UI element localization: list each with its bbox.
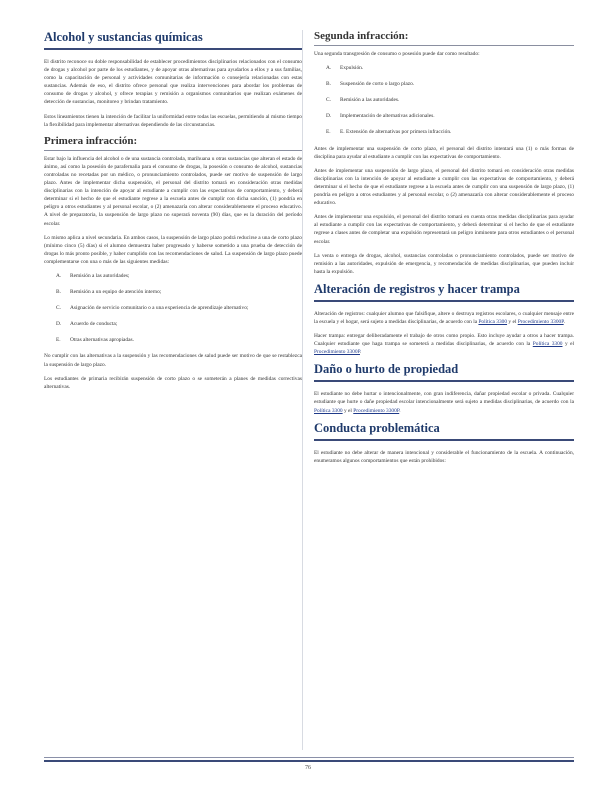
paragraph-alteracion-1: Alteración de registros: cualquier alumno que falsifique, altere o destruya registros escolares, o cualquier mensaje entre la escuela y el hogar, será sujeto a medidas disciplinarias, de acuerdo con la Política 3300 y el Procedimiento 3300P. (314, 310, 574, 325)
list-item: A. Expulsión. (326, 65, 364, 72)
page-number: 76 (305, 765, 311, 771)
measures-list (44, 272, 302, 344)
policy-link[interactable]: Política 3300 (532, 341, 563, 348)
heading-dano-hurto: Daño o hurto de propiedad (314, 362, 574, 382)
paragraph-segunda-5: La venta o entrega de drogas, alcohol, sustancias controladas o pronunciamiento controlados, puede ser motivo de remisión a las autoridades, expulsión de emergencia, y recomendación de medidas disciplinarias, que pueden incluir hasta la expulsión. (314, 252, 574, 275)
paragraph-segunda-4: Antes de implementar una expulsión, el personal del distrito tomará en cuenta otras medidas disciplinarias para ayudar al estudiante a cumplir con las expectativas de comportamiento, y deberá determinar si el hecho de que el estudiante regrese a clases antes de completar una expulsión representará un peligro inminente para otros estudiantes o el personal escolar. (314, 214, 574, 245)
heading-primera-infraccion: Primera infracción: (44, 135, 302, 151)
right-column (314, 30, 574, 471)
list-item: E. Otras alternativas apropiadas. (56, 337, 134, 344)
list-item: A. Remisión a las autoridades; (56, 272, 130, 279)
list-item: C. Remisión a las autoridades. (326, 97, 400, 104)
heading-conducta: Conducta problemática (314, 421, 574, 441)
paragraph-alcohol-1: El distrito reconoce su doble responsabilidad de establecer procedimientos disciplinarios relacionados con el consumo de drogas y alcohol por parte de los estudiantes, y de apoyar otras alternativas para ayudarlos a ellos y a sus familias, como la capacitación de personal y actividades comunitarias de información o consejería relacionadas con estas sustancias. Además de eso, el distrito ofrece personal que realiza intervenciones para abordar los problemas de consumo de drogas y alcohol, y ofrece terapias y remisión a organismos comunitarios que realizan exámenes de detección de sustancias, monitoreo y brindan tratamiento. (44, 59, 302, 106)
list-item: E. E. Extensión de alternativas por primera infracción. (326, 129, 452, 136)
outcomes-list (314, 64, 574, 136)
list-item: D. Acuerdo de conducta; (56, 321, 118, 328)
paragraph-segunda-2: Antes de implementar una suspensión de corto plazo, el personal del distrito intentará una (1) o más formas de disciplina para ayudar al estudiante a cumplir con las expectativas de comportamiento. (314, 145, 574, 160)
paragraph-alteracion-2: Hacer trampa: entregar deliberadamente el trabajo de otros como propio. Esto incluye ayudar a otros a hacer trampa. Cualquier estudiante que haga trampa se someterá a medidas disciplinarias, de acuerdo con la Política 3300 y el Procedimiento 3300P. (314, 333, 574, 356)
procedure-link[interactable]: Procedimiento 3300P (314, 349, 360, 356)
heading-alteracion: Alteración de registros y hacer trampa (314, 282, 574, 302)
list-item: C. Asignación de servicio comunitario o a una experiencia de aprendizaje alternativo; (56, 305, 249, 312)
procedure-link[interactable]: Procedimiento 3300P (517, 318, 564, 325)
column-divider (302, 30, 303, 750)
paragraph-alcohol-2: Estos lineamientos tienen la intención de facilitar la uniformidad entre todas las escuelas, permitiendo al mismo tiempo la flexibilidad para implementar alternativas dependiendo de las circunstancias. (44, 113, 302, 128)
heading-segunda-infraccion: Segunda infracción: (314, 30, 574, 46)
list-item: D. Implementación de alternativas adicionales. (326, 113, 435, 120)
paragraph-primera-2: Lo mismo aplica a nivel secundaria. En ambos casos, la suspensión de largo plazo podrá reducirse a una de corto plazo (mínimo cinco (5) días) si el alumno demuestra haber progresado y haberse sometido a una prueba de detección de drogas lo más pronto posible, y haber cumplido con las recomendaciones de salud. La suspensión de largo plazo puede complementarse con una o más de las siguientes medidas: (44, 234, 302, 265)
paragraph-conducta: El estudiante no debe alterar de manera intencional y considerable el funcionamiento de la escuela. A continuación, enumeramos algunos comportamientos que están prohibidos: (314, 449, 574, 464)
procedure-link[interactable]: Procedimiento 3300P (353, 407, 400, 414)
paragraph-primera-3: No cumplir con las alternativas a la suspensión y las recomendaciones de salud puede ser motivo de que se restablezca la suspensión de largo plazo. (44, 353, 302, 368)
policy-link[interactable]: Política 3300 (314, 407, 343, 414)
list-item: B. Remisión a un equipo de atención interno; (56, 289, 162, 296)
list-item: B. Suspensión de corto o largo plazo. (326, 81, 415, 88)
left-column (44, 30, 302, 397)
paragraph-segunda-3: Antes de implementar una suspensión de largo plazo, el personal del distrito tomará en consideración otras medidas disciplinarias con la intención de apoyar al estudiante a cumplir con las expectativas de comportamiento, y deberá determinar si el hecho de que el estudiante regrese a la escuela antes de cumplir con una suspensión de largo plazo, (1) pondría en peligro a otros estudiantes y al personal escolar, o (2) amenazaría con alterar considerablemente el proceso educativo. (314, 167, 574, 207)
paragraph-primera-1: Estar bajo la influencia del alcohol o de una sustancia controlada, marihuana u otras sustancias que alteran el estado de ánimo, así como la posesión de parafernalia para el consumo de drogas, la posesión o consumo de alcohol, sustancias controladas no recetadas por un médico, o pronunciamiento controlados, puede ser motivo de suspensión de largo plazo. Antes de implementar dicha suspensión, el personal del distrito tomará en consideración otras medidas disciplinarias con la intención de apoyar al estudiante a cumplir con las expectativas de comportamiento, y deberá determinar si el hecho de que el estudiante regrese a la escuela antes de cumplir con dicha sanción, (1) pondría en peligro a otros estudiantes y al personal escolar, o (2) amenazaría con alterar considerablemente el proceso educativo. A nivel de preparatoria, la suspensión de largo plazo no superará noventa (90) días, que es la duración del período escolar. (44, 155, 302, 227)
heading-alcohol: Alcohol y sustancias químicas (44, 30, 302, 50)
paragraph-primera-4: Los estudiantes de primaria recibirán suspensión de corto plazo o se someterán a planes de medidas correctivas alternativas. (44, 375, 302, 390)
footer-rule-thin (44, 757, 574, 758)
footer-rule-thick (44, 760, 574, 762)
paragraph-dano: El estudiante no debe hurtar o intencionalmente, con gran indiferencia, dañar propiedad escolar o privada. Cualquier estudiante que hurte o dañe propiedad escolar intencionalmente será sujeto a medidas disciplinarias, de acuerdo con la Política 3300 y el Procedimiento 3300P. (314, 391, 574, 414)
paragraph-segunda-1: Una segunda transgresión de consumo o posesión puede dar como resultado: (314, 51, 480, 57)
policy-link[interactable]: Política 3300 (478, 318, 508, 325)
